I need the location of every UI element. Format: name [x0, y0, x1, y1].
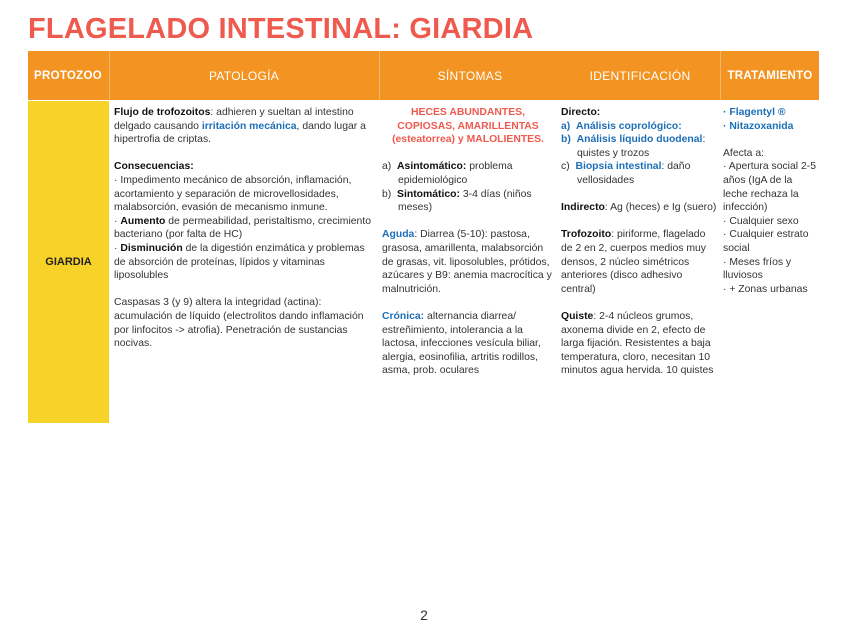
item-marker: a): [561, 120, 571, 132]
page-title: FLAGELADO INTESTINAL: GIARDIA: [28, 13, 534, 45]
flujo-text-end: , dando lugar a hipertrofia de criptas.: [114, 120, 366, 146]
asintomatico-term: Asintomático:: [397, 161, 467, 173]
flujo-highlight: irritación mecánica: [201, 120, 297, 132]
aumento-term: Aumento: [120, 215, 166, 227]
cronica-text: alternancia diarrea/ estreñimiento, intolerancia a la lactosa, infecciones vesícula biliar, alergia, eosinofilia, artritis rodillos, asma, prob. oculares: [382, 310, 541, 377]
quiste-text: : 2-4 núcleos grumos, axonema divide en 2, efecto de larga fijación. Resistentes a baja temperatura, cloro, necesitan 10 minutos agua hervida. 10 quistes: [561, 310, 714, 377]
asintomatico-text: problema epidemiológico: [398, 161, 513, 186]
header-sintomas: SÍNTOMAS: [437, 68, 503, 83]
directo-term: Directo:: [561, 107, 601, 118]
page-number: 2: [420, 607, 428, 623]
header-tratamiento: TRATAMIENTO: [727, 69, 813, 82]
consecuencia-item: [114, 215, 376, 242]
protozoo-label: GIARDIA: [45, 256, 92, 268]
biopsia-text: : daño vellosidades: [577, 161, 691, 186]
biopsia-term: Biopsia intestinal: [575, 161, 662, 173]
consecuencia-item: [114, 242, 376, 283]
disminucion-term: Disminución: [120, 242, 183, 254]
cronica-paragraph: [382, 310, 554, 378]
protozoo-cell: [28, 101, 109, 423]
aguda-text: : Diarrea (5-10): pastosa, grasosa, amarillenta, malabsorción de grasas, vit. liposolubles, prótidos, azúcares y B9: anemia macrocítica y malnutrición.: [382, 229, 552, 295]
duodenal-term: Análisis líquido duodenal: [576, 134, 703, 146]
directo-heading: [561, 106, 719, 120]
header-patologia: PATOLOGÍA: [208, 68, 280, 83]
coprologico-term: Análisis coprológico:: [576, 120, 682, 132]
duodenal-text: : quistes y trozos: [577, 134, 706, 159]
trofozoito-term: Trofozoito: [561, 229, 612, 241]
cronica-term: Crónica:: [382, 310, 425, 322]
directo-item: [561, 120, 719, 134]
sintomas-cell: [382, 106, 554, 378]
factor-item: · + Zonas urbanas: [723, 283, 808, 295]
item-marker: a): [382, 161, 392, 173]
flujo-text: : adhieren y sueltan al intestino delgado causando: [114, 107, 354, 132]
factor-item: · Apertura social 2-5 años (IgA de la leche rechaza la infección): [723, 161, 816, 214]
indirecto-term: Indirecto: [561, 202, 605, 214]
bullet: ·: [114, 242, 121, 254]
sintomatico-item: [382, 188, 554, 215]
quiste-term: Quiste: [561, 310, 594, 322]
directo-item: [561, 160, 719, 187]
heces-highlight: HECES ABUNDANTES, COPIOSAS, AMARILLENTAS (esteatorrea) y MALOLIENTES.: [392, 107, 544, 146]
asintomatico-item: [382, 160, 554, 187]
header-protozoo: PROTOZOO: [34, 69, 102, 82]
identificacion-cell: [561, 106, 719, 378]
factor-item: · Cualquier estrato social: [723, 229, 809, 254]
drug-nitazoxanida: · Nitazoxanida: [723, 120, 794, 132]
flujo-paragraph: [114, 106, 376, 147]
aguda-term: Aguda: [382, 229, 415, 241]
item-marker: b): [561, 134, 571, 146]
directo-item: [561, 133, 719, 160]
item-marker: c): [561, 161, 570, 173]
aumento-text: de permeabilidad, peristaltismo, crecimiento bacteriano (por falta de HC): [114, 215, 371, 241]
afecta-heading: Afecta a:: [723, 147, 765, 159]
trofozoito-paragraph: [561, 228, 719, 296]
flujo-term: Flujo de trofozoitos: [114, 107, 211, 118]
bullet: ·: [114, 215, 121, 227]
indirecto-text: : Ag (heces) e Ig (suero): [604, 202, 717, 214]
factor-item: · Cualquier sexo: [723, 215, 799, 227]
header-identificacion: IDENTIFICACIÓN: [589, 68, 691, 83]
drug-flagentyl: · Flagentyl ®: [723, 107, 786, 118]
caspasas-paragraph: Caspasas 3 (y 9) altera la integridad (actina): acumulación de líquido (electrolitos dando inflamación por linfocitos -> atrofia). Penetración de sustancias nocivas.: [114, 297, 364, 350]
disminucion-text: de la digestión enzimática y problemas de absorción de proteínas, lípidos y vitaminas liposolubles: [114, 242, 365, 282]
factor-item: · Meses fríos y lluviosos: [723, 256, 792, 282]
consecuencias-heading: Consecuencias:: [114, 161, 194, 173]
sintomatico-term: Sintomático:: [397, 188, 460, 200]
consecuencias-title: [114, 160, 376, 174]
trofozoito-text: : piriforme, flagelado de 2 en 2, cuerpos medios muy densos, 2 núcleo simétricos anteriores (disco adhesivo central): [561, 229, 706, 295]
table-header: [28, 51, 819, 100]
quiste-paragraph: [561, 310, 719, 378]
tratamiento-cell: [723, 106, 817, 296]
aguda-paragraph: [382, 228, 554, 296]
patologia-cell: [114, 106, 376, 351]
indirecto-paragraph: [561, 201, 719, 215]
consecuencia-item: · Impedimento mecánico de absorción, inflamación, acortamiento y separación de microvellosidades, malabsorción, evasión de mecanismo inmune.: [114, 174, 352, 214]
item-marker: b): [382, 188, 392, 200]
sintomatico-text: 3-4 días (niños meses): [398, 188, 532, 214]
